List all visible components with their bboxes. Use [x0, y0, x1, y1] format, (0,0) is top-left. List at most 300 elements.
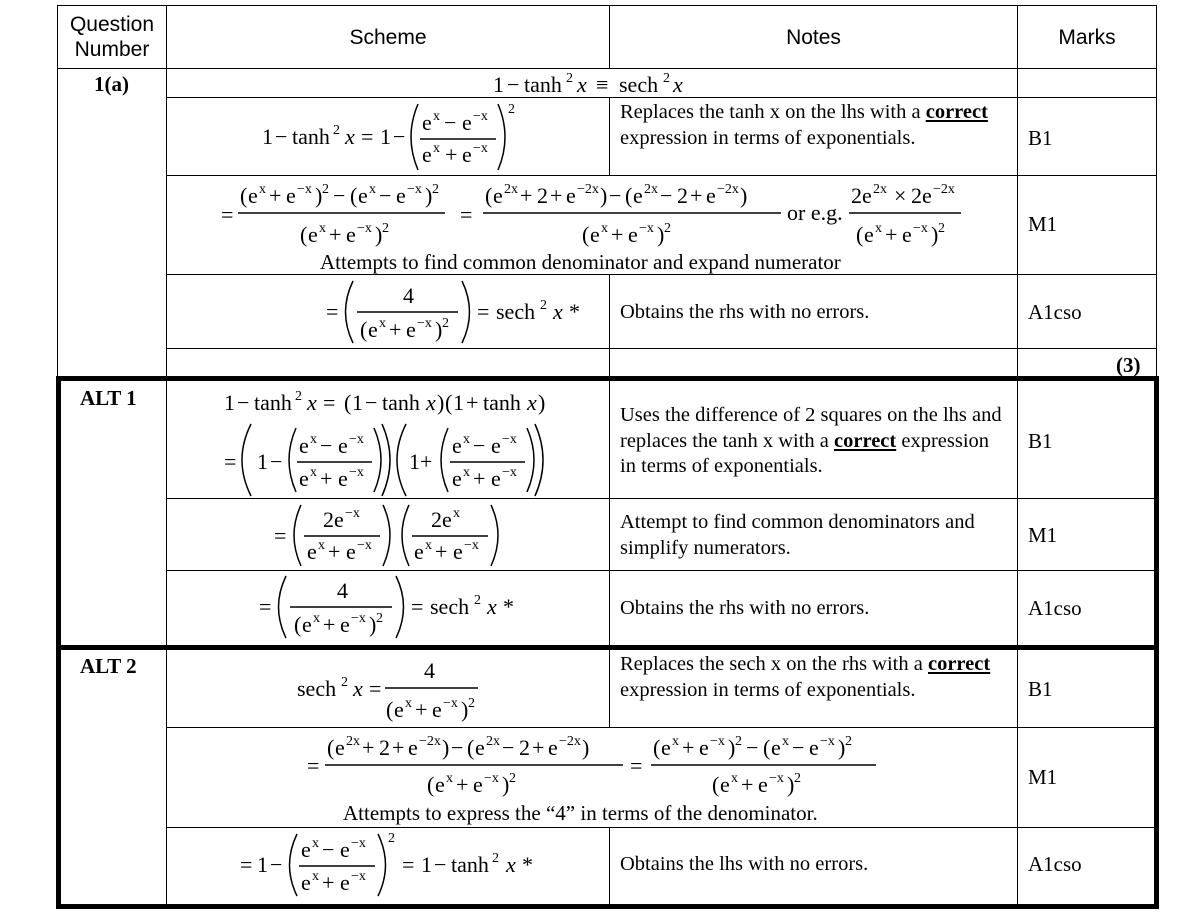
part-a-row1-note — [620, 100, 1010, 151]
math-text: ) — [657, 222, 665, 247]
math-text: −x — [297, 182, 312, 197]
math-text: + — [392, 735, 405, 760]
math-text: x — [731, 771, 738, 786]
math-text: e — [334, 507, 344, 532]
math-text: x — [307, 390, 317, 415]
math-text: e — [902, 222, 912, 247]
math-text: 2x — [873, 182, 887, 197]
math-text: −x — [351, 836, 366, 851]
math-text: −x — [417, 316, 432, 331]
alt1-row2-note: Attempt to find common denominators and simplify numerators. — [620, 511, 975, 559]
math-text: − — [746, 735, 759, 760]
math-text: e — [248, 183, 258, 208]
math-text: 2x — [346, 734, 360, 749]
math-text: x — [875, 221, 882, 236]
math-text: e — [414, 539, 424, 564]
math-text: e — [864, 222, 874, 247]
math-text: 2 — [566, 71, 573, 86]
math-text: − — [502, 735, 515, 760]
note-bold: correct — [834, 429, 897, 452]
math-text: −x — [473, 109, 488, 124]
math-text: + — [420, 449, 433, 474]
math-text: e — [335, 735, 345, 760]
math-text: x — [601, 221, 608, 236]
note-text: Replaces the sech x on the rhs with a — [620, 653, 923, 675]
math-text: 2 — [442, 316, 449, 331]
math-text: ) — [442, 735, 450, 760]
math-text: = — [369, 676, 382, 701]
math-text: 1 — [352, 390, 363, 415]
header-number-line: Number — [74, 38, 150, 61]
math-text: x — [673, 72, 683, 97]
math-text: e — [922, 183, 932, 208]
math-text: + — [885, 222, 898, 247]
right-paren — [498, 104, 505, 170]
math-text: − — [333, 183, 346, 208]
part-a-row2-math — [221, 182, 961, 247]
mark-alt2-row2: M1 — [1028, 765, 1058, 789]
math-text: 2 — [664, 221, 671, 236]
math-text: x — [487, 594, 497, 619]
header-question-line: Question — [69, 13, 155, 36]
left-paren — [402, 505, 409, 566]
math-text: e — [473, 772, 483, 797]
math-text: e — [358, 183, 368, 208]
math-text: e — [633, 183, 643, 208]
math-text: sech — [430, 594, 470, 619]
math-text: 2 — [432, 182, 439, 197]
math-text: −x — [473, 141, 488, 156]
math-text: 2 — [341, 675, 348, 690]
alt2-row3-math — [240, 831, 533, 896]
right-paren — [378, 834, 386, 896]
math-text: ( — [327, 735, 335, 760]
math-text: + — [456, 772, 469, 797]
alt2-row1-math — [297, 658, 478, 722]
math-text: ( — [625, 183, 633, 208]
note-text: expression in terms of exponentials. — [620, 678, 916, 701]
mark-alt1-row1: B1 — [1028, 429, 1053, 453]
math-text: ( — [386, 697, 394, 722]
math-text: e — [338, 433, 348, 458]
math-text: ( — [582, 222, 590, 247]
math-text: 2x — [504, 182, 518, 197]
math-text: x — [577, 72, 587, 97]
math-text: e — [299, 466, 309, 491]
math-text: −x — [357, 221, 372, 236]
math-text: e — [491, 433, 501, 458]
math-text: − — [507, 72, 520, 97]
math-text: e — [308, 222, 318, 247]
left-paren — [397, 424, 406, 496]
math-text: −x — [502, 432, 517, 447]
right-paren — [527, 428, 534, 492]
math-text: + — [611, 222, 624, 247]
alt2-row2-caption: Attempts to express the “4” in terms of the denominator. — [343, 801, 818, 825]
math-text: + — [322, 870, 335, 895]
math-text: + — [532, 735, 545, 760]
math-text: e — [452, 433, 462, 458]
mark-part-a-row2: M1 — [1028, 212, 1058, 236]
math-text: e — [422, 110, 432, 135]
math-text: 2 — [376, 611, 383, 626]
math-text: ( — [467, 735, 475, 760]
math-text: = — [361, 124, 374, 149]
math-text: e — [628, 222, 638, 247]
math-text: * — [522, 852, 533, 877]
math-text: = — [402, 852, 415, 877]
math-text: − — [270, 852, 283, 877]
math-text: − — [473, 433, 486, 458]
math-text: 2 — [845, 734, 852, 749]
math-text: x — [310, 465, 317, 480]
math-text: sech — [619, 72, 659, 97]
math-text: x — [672, 734, 679, 749]
math-text: x — [312, 869, 319, 884]
math-text: = — [240, 852, 253, 877]
math-text: ≡ — [596, 72, 609, 97]
math-text: − — [792, 735, 805, 760]
header-notes: Notes — [786, 26, 841, 49]
math-text: tanh — [451, 852, 489, 877]
math-text: = — [630, 753, 643, 778]
math-text: e — [406, 317, 416, 342]
math-text: + — [362, 735, 375, 760]
math-text: − — [237, 390, 250, 415]
math-text: −x — [502, 465, 517, 480]
math-text: ) — [369, 612, 377, 637]
part-a-row3-math — [326, 281, 580, 343]
math-text: e — [475, 735, 485, 760]
question-label-alt2: ALT 2 — [80, 654, 137, 678]
alt1-row1-line1-math — [224, 389, 545, 415]
note-text: Replaces the tanh x on the lhs with a — [620, 101, 921, 123]
left-paren — [279, 576, 287, 638]
math-text: e — [408, 735, 418, 760]
math-text: x — [353, 676, 363, 701]
math-text: + — [328, 539, 341, 564]
right-paren — [396, 576, 404, 638]
math-text: −x — [345, 506, 360, 521]
part-a-row3-note: Obtains the rhs with no errors. — [620, 301, 870, 323]
note-bold: correct — [925, 101, 988, 123]
math-text: −2x — [419, 734, 441, 749]
math-text: ) — [315, 183, 323, 208]
math-text: e — [301, 870, 311, 895]
header-scheme: Scheme — [349, 26, 427, 49]
math-text: ) — [787, 772, 795, 797]
math-text: ) — [600, 183, 608, 208]
math-text: −x — [443, 696, 458, 711]
math-text: 2 — [322, 182, 329, 197]
question-label-1a: 1(a) — [94, 72, 129, 96]
math-text: 2 — [431, 507, 442, 532]
math-text: − — [434, 852, 447, 877]
math-text: −x — [820, 734, 835, 749]
math-text: 2 — [540, 298, 547, 313]
math-text: e — [809, 735, 819, 760]
math-text: ) — [740, 183, 748, 208]
math-text: ( — [427, 772, 435, 797]
left-paren — [411, 104, 418, 170]
note-bold: correct — [927, 653, 991, 675]
math-text: e — [396, 183, 406, 208]
math-text: = — [224, 449, 237, 474]
math-text: 1 — [380, 124, 391, 149]
math-text: x — [318, 538, 325, 553]
math-text: −x — [710, 734, 725, 749]
math-text: −2x — [933, 182, 955, 197]
math-text: 1 — [453, 390, 464, 415]
math-text: x — [463, 432, 470, 447]
math-text: x — [453, 506, 460, 521]
math-text: tanh — [382, 390, 420, 415]
math-text: e — [493, 183, 503, 208]
math-text: − — [660, 183, 673, 208]
math-text: tanh — [483, 390, 521, 415]
math-text: 2 — [794, 771, 801, 786]
right-paren — [462, 281, 470, 343]
math-text: 2 — [388, 831, 395, 846]
math-text: 4 — [424, 658, 435, 683]
math-text: x — [433, 141, 440, 156]
math-text: e — [566, 183, 576, 208]
math-text: 1 — [262, 124, 273, 149]
math-text: x — [782, 734, 789, 749]
note-text: expression in terms of exponentials. — [620, 126, 916, 149]
right-paren — [374, 428, 381, 492]
math-text: 1 — [224, 390, 235, 415]
math-text: + — [435, 539, 448, 564]
math-text: = — [411, 594, 424, 619]
math-text: * — [503, 594, 514, 619]
left-paren — [290, 834, 298, 896]
math-text: 2 — [382, 221, 389, 236]
math-text: sech — [496, 299, 536, 324]
math-text: − — [270, 449, 283, 474]
math-text: x — [319, 221, 326, 236]
math-text: + — [466, 390, 479, 415]
math-text: − — [379, 183, 392, 208]
math-text: 2 — [492, 851, 499, 866]
math-text: = — [307, 753, 320, 778]
math-text: 2 — [509, 771, 516, 786]
math-text: e — [462, 142, 472, 167]
math-text: ) — [502, 772, 510, 797]
math-text: − — [444, 110, 457, 135]
math-text: 2 — [323, 507, 334, 532]
alt2-row2-math — [307, 734, 876, 797]
alt2-row1-note — [620, 652, 1010, 703]
math-text: tanh — [254, 390, 292, 415]
math-text: e — [758, 772, 768, 797]
note-text: Uses the difference of 2 squares on the lhs and replaces the tanh x with a — [620, 404, 1002, 452]
right-paren — [383, 505, 390, 566]
math-text: ( — [445, 390, 453, 415]
math-text: e — [720, 772, 730, 797]
math-text: ( — [294, 612, 302, 637]
mark-alt1-row2: M1 — [1028, 523, 1058, 547]
math-text: ( — [350, 183, 358, 208]
math-text: ) — [838, 735, 846, 760]
math-text: 2 — [735, 734, 742, 749]
math-text: = — [477, 299, 490, 324]
math-text: x — [310, 432, 317, 447]
math-text: × — [894, 183, 907, 208]
math-text: − — [322, 837, 335, 862]
math-text: e — [301, 837, 311, 862]
math-text: e — [661, 735, 671, 760]
math-text: 1 — [409, 449, 420, 474]
mark-alt2-row1: B1 — [1028, 677, 1053, 701]
right-paren — [491, 505, 498, 566]
math-text: ) — [435, 317, 443, 342]
math-text: 2 — [508, 102, 515, 117]
math-text: e — [302, 612, 312, 637]
math-text: e — [432, 697, 442, 722]
math-text: −x — [351, 611, 366, 626]
math-text: x — [426, 390, 436, 415]
math-text: ( — [856, 222, 864, 247]
math-text: x — [446, 771, 453, 786]
math-text: * — [569, 299, 580, 324]
math-text: 2 — [663, 71, 670, 86]
right-paren — [535, 424, 543, 496]
math-text: x — [553, 299, 563, 324]
math-text: = — [274, 523, 287, 548]
math-text: 2 — [851, 183, 862, 208]
math-text: + — [682, 735, 695, 760]
math-text: x — [313, 611, 320, 626]
math-text: −x — [464, 538, 479, 553]
math-text: + — [269, 183, 282, 208]
math-text: ( — [763, 735, 771, 760]
math-text: e — [699, 735, 709, 760]
math-text: 2 — [519, 735, 530, 760]
question-label-alt1: ALT 1 — [80, 386, 137, 410]
math-text: 2 — [677, 183, 688, 208]
mark-part-a-total: (3) — [1116, 353, 1141, 377]
math-text: + — [323, 612, 336, 637]
left-paren — [346, 281, 354, 343]
math-text: − — [393, 124, 406, 149]
math-text: x — [345, 124, 355, 149]
left-paren — [242, 424, 251, 496]
right-paren — [382, 424, 390, 496]
mark-alt1-row3: A1cso — [1028, 596, 1082, 620]
math-text: −2x — [577, 182, 599, 197]
math-text: + — [520, 183, 533, 208]
mark-part-a-row3: A1cso — [1028, 300, 1082, 324]
math-text: e — [452, 466, 462, 491]
math-text: e — [340, 870, 350, 895]
math-text: −x — [769, 771, 784, 786]
math-text: x — [527, 390, 537, 415]
math-text: e — [307, 539, 317, 564]
math-text: + — [741, 772, 754, 797]
math-text: + — [690, 183, 703, 208]
math-text: + — [415, 697, 428, 722]
math-text: −x — [484, 771, 499, 786]
or-eg-text: or e.g. — [787, 200, 843, 225]
math-text: e — [453, 539, 463, 564]
math-text: e — [548, 735, 558, 760]
math-text: ( — [240, 183, 248, 208]
math-text: 2 — [938, 221, 945, 236]
math-text: + — [550, 183, 563, 208]
math-text: e — [346, 222, 356, 247]
math-text: ) — [931, 222, 939, 247]
math-text: x — [312, 836, 319, 851]
alt1-row3-math — [259, 576, 514, 638]
scheme-text-alternates — [0, 0, 1, 1]
math-text: x — [405, 696, 412, 711]
math-text: e — [338, 466, 348, 491]
math-text: −2x — [559, 734, 581, 749]
math-text: tanh — [292, 124, 330, 149]
part-a-row1-math — [262, 102, 515, 170]
math-text: − — [609, 183, 622, 208]
math-text: −x — [357, 538, 372, 553]
math-text: ( — [300, 222, 308, 247]
math-text: ) — [437, 390, 445, 415]
math-text: e — [394, 697, 404, 722]
math-text: 1 — [257, 449, 268, 474]
math-text: + — [473, 466, 486, 491]
math-text: x — [425, 538, 432, 553]
math-text: 4 — [403, 283, 414, 308]
left-paren — [289, 428, 296, 492]
math-text: −x — [351, 869, 366, 884]
math-text: ) — [425, 183, 433, 208]
math-text: 2 — [468, 696, 475, 711]
header-marks: Marks — [1058, 26, 1116, 49]
math-text: 2 — [911, 183, 922, 208]
math-text: 2 — [379, 735, 390, 760]
math-text: 2 — [295, 389, 302, 404]
note-text: expression in terms of exponentials. — [620, 429, 990, 477]
part-a-title — [493, 71, 683, 97]
math-text: −x — [407, 182, 422, 197]
left-paren — [294, 505, 301, 566]
math-text: ) — [461, 697, 469, 722]
math-text: −x — [913, 221, 928, 236]
left-paren — [441, 428, 448, 492]
math-text: sech — [297, 676, 337, 701]
math-text: 1 — [421, 852, 432, 877]
math-text: e — [491, 466, 501, 491]
math-text: e — [706, 183, 716, 208]
math-text: = — [221, 202, 234, 227]
math-text: ) — [538, 390, 546, 415]
math-text: e — [299, 433, 309, 458]
math-text: e — [590, 222, 600, 247]
math-text: e — [422, 142, 432, 167]
math-text: e — [346, 539, 356, 564]
math-text: e — [340, 837, 350, 862]
math-text: 1 — [257, 852, 268, 877]
math-text: x — [369, 182, 376, 197]
math-text: −x — [639, 221, 654, 236]
math-text: + — [320, 466, 333, 491]
alt1-row1-note — [620, 403, 1010, 480]
math-text: e — [771, 735, 781, 760]
math-text: x — [433, 109, 440, 124]
math-text: = — [326, 299, 339, 324]
mark-part-a-row1: B1 — [1028, 126, 1053, 150]
math-text: x — [259, 182, 266, 197]
math-text: ( — [344, 390, 352, 415]
